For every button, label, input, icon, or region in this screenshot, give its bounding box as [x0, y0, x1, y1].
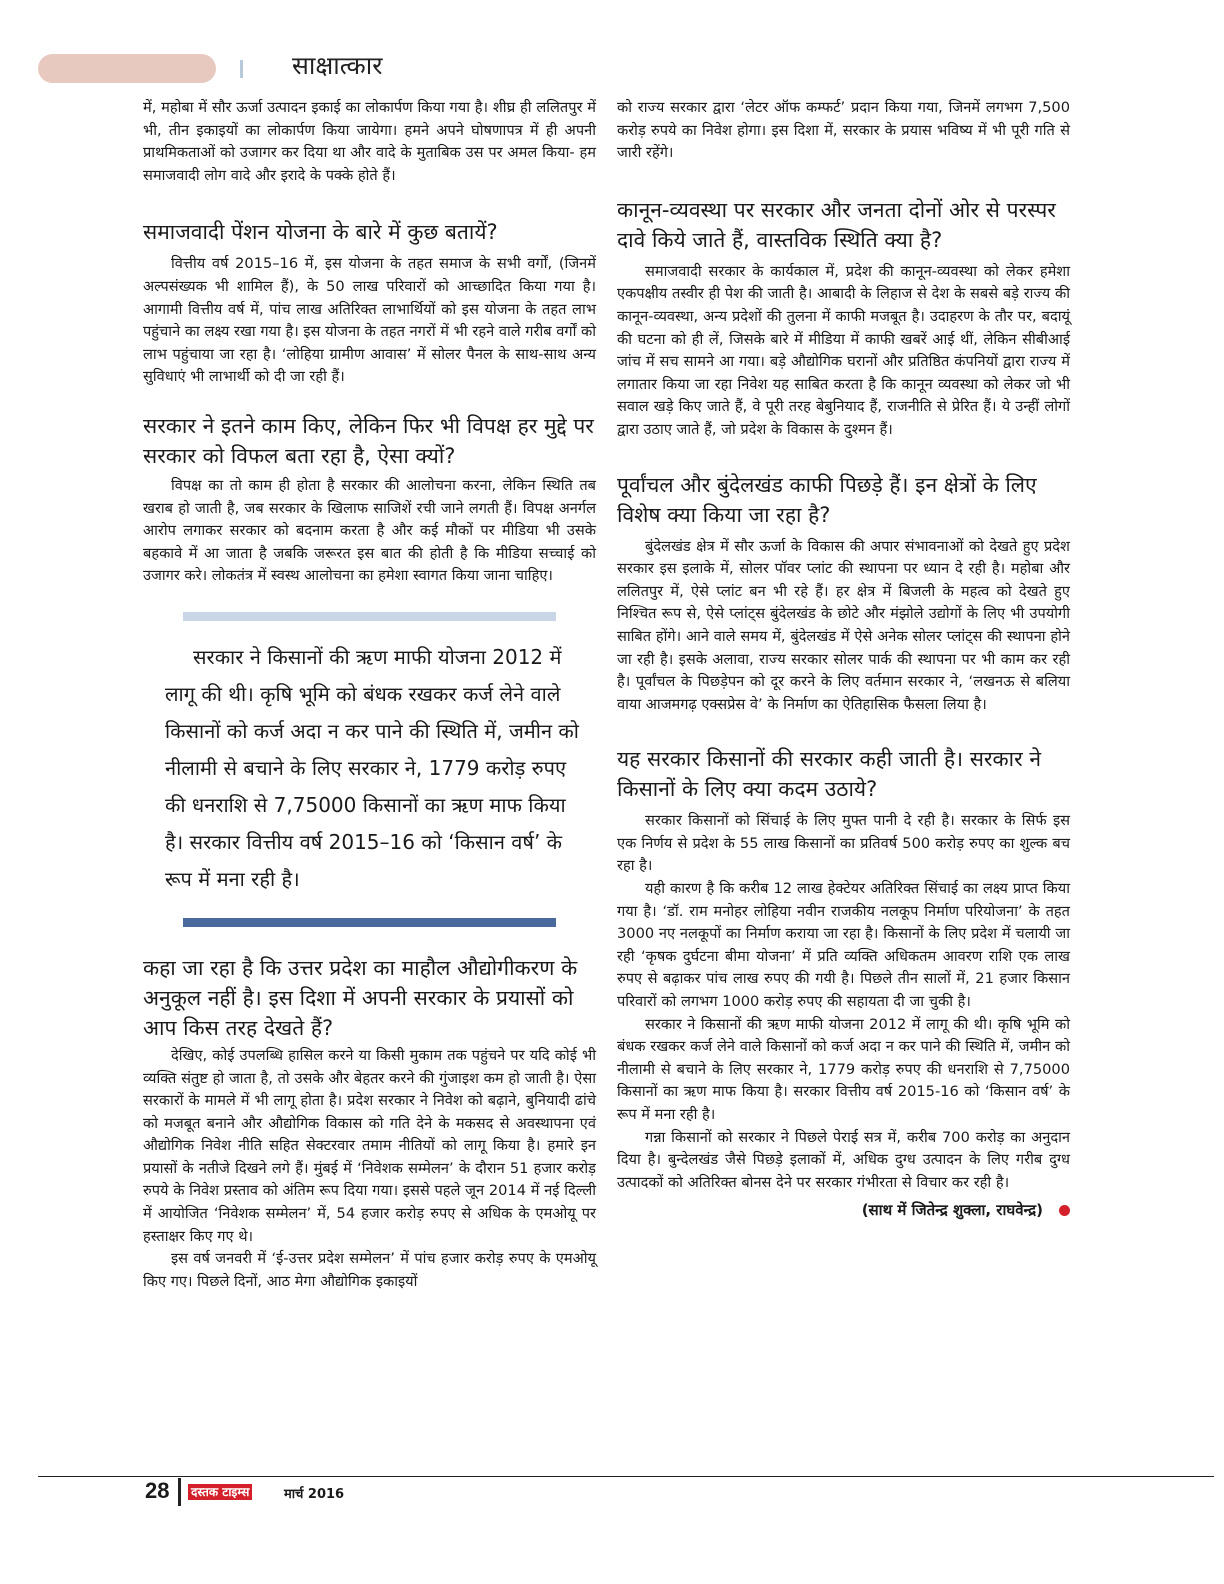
paragraph: समाजवादी सरकार के कार्यकाल में, प्रदेश की कानून-व्यवस्था को लेकर हमेशा एकपक्षीय तस्वीर ही पेश की जाती है। आबादी के लिहाज से देश के सबसे बड़े राज्य की कानून-व्यवस्था, अन्य प्रदेशों की तुलना में काफी मजबूत है। उदाहरण के तौर पर, बदायूं की घटना को ही लें, जिसके बारे में मीडिया में काफी खबरें आई थीं, लेकिन सीबीआई जांच में सच सामने आ गया। बड़े औद्योगिक घरानों और प्रतिष्ठित कंपनियों द्वारा राज्य में लगातार किया जा रहा निवेश यह साबित करता है कि कानून व्यवस्था को लेकर जो भी सवाल खड़े किए जाते हैं, वे पूरी तरह बेबुनियाद हैं, राजनीति से प्रेरित हैं। ये उन्हीं लोगों द्वारा उठाए जाते हैं, जो प्रदेश के विकास के दुश्मन हैं।	[617, 262, 1070, 438]
paragraph: में, महोबा में सौर ऊर्जा उत्पादन इकाई का लोकार्पण किया गया है। शीघ्र ही ललितपुर में भी, तीन इकाइयों का लोकार्पण किया जायेगा। हमने अपने घोषणापत्र में ही अपनी प्राथमिकताओं को उजागर कर दिया था और वादे के मुताबिक उस पर अमल किया- हम समाजवादी लोग वादे और इरादे के पक्के होते हैं।	[143, 99, 596, 184]
end-mark-icon	[1059, 1205, 1070, 1216]
page-number: 28	[145, 1478, 170, 1503]
pullquote: सरकार ने किसानों की ऋण माफी योजना 2012 में लागू की थी। कृषि भूमि को बंधक रखकर कर्ज लेने वाले किसानों को कर्ज अदा न कर पाने की स्थिति में, जमीन को नीलामी से बचाने के लिए सरकार ने, 1779 करोड़ रुपए की धनराशि से 7,75000 किसानों का ऋण माफ किया है। सरकार वित्तीय वर्ष 2015–16 को ‘किसान वर्ष’ के रूप में मना रही है।	[165, 644, 579, 891]
paragraph: यही कारण है कि करीब 12 लाख हेक्टेयर अतिरिक्त सिंचाई का लक्ष्य प्राप्त किया गया है। ‘डॉ. राम मनोहर लोहिया नवीन राजकीय नलकूप निर्माण परियोजना’ के तहत 3000 नए नलकूपों का निर्माण कराया जा रहा है। किसानों के लिए प्रदेश में चलायी जा रही ‘कृषक दुर्घटना बीमा योजना’ में प्रति व्यक्ति अधिकतम आवरण राशि एक लाख रुपए से बढ़ाकर पांच लाख रुपए की गयी है। पिछले तीन सालों में, 21 हजार किसान परिवारों को लगभग 1000 करोड़ रुपए की सहायता दी जा चुकी है।	[617, 880, 1070, 1011]
footer-rule	[38, 1476, 1214, 1477]
section-title: साक्षात्कार	[292, 51, 383, 80]
paragraph: विपक्ष का तो काम ही होता है सरकार की आलोचना करना, लेकिन स्थिति तब खराब हो जाती है, जब सरकार के खिलाफ साजिशें रची जाने लगती हैं। विपक्ष अनर्गल आरोप लगाकर सरकार को बदनाम करता है और कई मौकों पर मीडिया भी उसके बहकावे में आ जाता है जबकि जरूरत इस बात की होती है कि मीडिया सच्चाई को उजागर करे। लोकतंत्र में स्वस्थ आलोचना का हमेशा स्वागत किया जाना चाहिए।	[143, 476, 596, 585]
magazine-logo: दस्तक टाइम्स	[188, 1484, 252, 1500]
paragraph: देखिए, कोई उपलब्धि हासिल करने या किसी मुकाम तक पहुंचने पर यदि कोई भी व्यक्ति संतुष्ट हो जाता है, तो उसके और बेहतर करने की गुंजाइश कम हो जाती है। ऐसा सरकारों के मामले में भी लागू होता है। प्रदेश सरकार ने निवेश को बढ़ाने, बुनियादी ढांचे को मजबूत बनाने और औद्योगिक विकास को गति देने के मकसद से अवस्थापना एवं औद्योगिक निवेश नीति सहित सेक्टरवार तमाम नीतियों को लागू किया है। हमारे इन प्रयासों के नतीजे दिखने लगे हैं। मुंबई में ‘निवेशक सम्मेलन’ के दौरान 51 हजार करोड़ रुपये के निवेश प्रस्ताव को अंतिम रूप दिया गया। इससे पहले जून 2014 में नई दिल्ली में आयोजित ‘निवेशक सम्मेलन’ में, 54 हजार करोड़ रुपए से अधिक के एमओयू पर हस्ताक्षर किए गए थे।	[143, 1046, 596, 1245]
credit-text: (साथ में जितेन्द्र शुक्ला, राघवेन्द्र)	[861, 1201, 1043, 1220]
paragraph: गन्ना किसानों को सरकार ने पिछले पेराई सत्र में, करीब 700 करोड़ का अनुदान दिया है। बुन्देलखंड जैसे पिछड़े इलाकों में, अधिक दुग्ध उत्पादन के लिए गरीब दुग्ध उत्पादकों को अतिरिक्त बोनस देने पर सरकार गंभीरता से विचार कर रही है।	[617, 1128, 1070, 1191]
question-heading: समाजवादी पेंशन योजना के बारे में कुछ बतायें?	[143, 220, 498, 245]
paragraph: सरकार ने किसानों की ऋण माफी योजना 2012 में लागू की थी। कृषि भूमि को बंधक रखकर कर्ज लेने वाले किसानों को कर्ज अदा न कर पाने की स्थिति में, जमीन को नीलामी से बचाने के लिए सरकार ने, 1779 करोड़ रुपए की धनराशि से 7,75000 किसानों का ऋण माफ किया है। सरकार वित्तीय वर्ष 2015-16 को ‘किसान वर्ष’ के रूप में मना रही है।	[617, 1015, 1070, 1123]
question-heading: कानून-व्यवस्था पर सरकार और जनता दोनों ओर से परस्पर दावे किये जाते हैं, वास्तविक स्थिति क्या है?	[617, 197, 1056, 252]
question-heading: पूर्वांचल और बुंदेलखंड काफी पिछड़े हैं। इन क्षेत्रों के लिए विशेष क्या किया जा रहा है?	[617, 472, 1037, 527]
question-heading: सरकार ने इतने काम किए, लेकिन फिर भी विपक्ष हर मुद्दे पर सरकार को विफल बता रहा है, ऐसा क्यों?	[143, 413, 594, 468]
right-column	[617, 97, 1070, 1220]
footer-divider	[178, 1478, 181, 1506]
question-heading: यह सरकार किसानों की सरकार कही जाती है। सरकार ने किसानों के लिए क्या कदम उठाये?	[617, 747, 1042, 802]
pullquote-top-bar	[183, 612, 556, 621]
paragraph: बुंदेलखंड क्षेत्र में सौर ऊर्जा के विकास की अपार संभावनाओं को देखते हुए प्रदेश सरकार इस इलाके में, सोलर पॉवर प्लांट की स्थापना पर ध्यान दे रही है। महोबा और ललितपुर में, ऐसे प्लांट बन भी रहे हैं। हर क्षेत्र में बिजली के महत्व को देखते हुए निश्चित रूप से, ऐसे प्लांट्स बुंदेलखंड के छोटे और मंझोले उद्योगों के लिए भी उपयोगी साबित होंगे। आने वाले समय में, बुंदेलखंड में ऐसे अनेक सोलर प्लांट्स की स्थापना होने जा रही है। इसके अलावा, राज्य सरकार सोलर पार्क की स्थापना पर भी काम कर रही है। पूर्वांचल के पिछड़ेपन को दूर करने के लिए वर्तमान सरकार ने, ‘लखनऊ से बलिया वाया आजमगढ़ एक्सप्रेस वे’ के निर्माण का ऐतिहासिक फैसला लिया है।	[617, 537, 1070, 713]
paragraph: सरकार किसानों को सिंचाई के लिए मुफ्त पानी दे रही है। सरकार के सिर्फ इस एक निर्णय से प्रदेश के 55 लाख किसानों का प्रतिवर्ष 500 करोड़ रुपए का शुल्क बच रहा है।	[617, 812, 1070, 875]
left-column	[143, 97, 596, 1293]
paragraph: इस वर्ष जनवरी में ‘ई-उत्तर प्रदेश सम्मेलन’ में पांच हजार करोड़ रुपए के एमओयू किए गए। पिछले दिनों, आठ मेगा औद्योगिक इकाइयों	[143, 1250, 596, 1290]
paragraph: को राज्य सरकार द्वारा ‘लेटर ऑफ कम्फर्ट’ प्रदान किया गया, जिनमें लगभग 7,500 करोड़ रुपये का निवेश होगा। इस दिशा में, सरकार के प्रयास भविष्य में भी पूरी गति से जारी रहेंगे।	[617, 99, 1070, 162]
header-divider	[240, 60, 243, 78]
section-tab-decoration	[38, 54, 216, 83]
pullquote-bottom-bar	[183, 918, 556, 927]
author-credit	[617, 1200, 1070, 1220]
paragraph: वित्तीय वर्ष 2015–16 में, इस योजना के तहत समाज के सभी वर्गों, (जिनमें अल्पसंख्यक भी शामिल हैं), के 50 लाख परिवारों को आच्छादित किया गया है। आगामी वित्तीय वर्ष में, पांच लाख अतिरिक्त लाभार्थियों को इस योजना के तहत लाभ पहुंचाने का लक्ष्य रखा गया है। इस योजना के तहत नगरों में भी रहने वाले गरीब वर्गों को लाभ पहुंचाया जा रहा है। ‘लोहिया ग्रामीण आवास’ में सोलर पैनल के साथ-साथ अन्य सुविधाएं भी लाभार्थी को दी जा रही हैं।	[143, 255, 596, 386]
issue-date: मार्च 2016	[284, 1487, 345, 1502]
question-heading: कहा जा रहा है कि उत्तर प्रदेश का माहौल औद्योगीकरण के अनुकूल नहीं है। इस दिशा में अपनी सरकार के प्रयासों को आप किस तरह देखते हैं?	[143, 955, 578, 1040]
